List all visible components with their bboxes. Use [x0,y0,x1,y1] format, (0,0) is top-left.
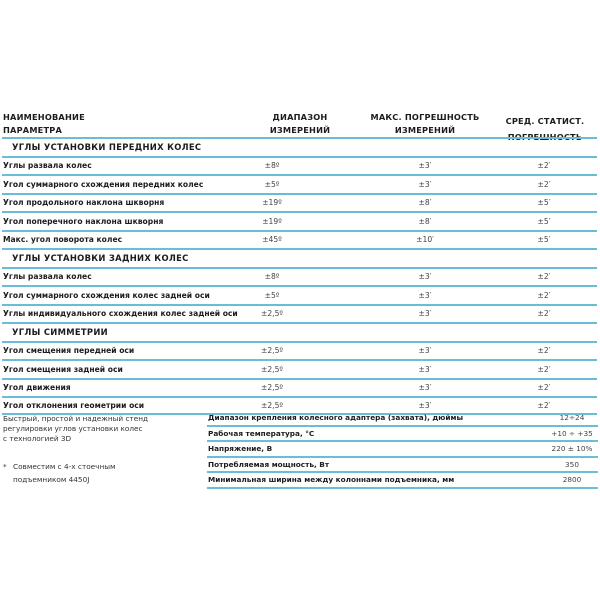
row-name: Угол поперечного наклона шкворня [3,216,164,226]
header-max-error [360,111,490,137]
row-avg-error: ±2′ [537,309,551,319]
row-name: Угол движения [3,383,71,393]
spec-value: 12÷24 [559,413,585,423]
section-title: УГЛЫ УСТАНОВКИ ПЕРЕДНИХ КОЛЕС [12,142,202,153]
spec-row [207,442,598,458]
note-line: подъемником 4450J [13,475,90,484]
section-header [2,137,597,156]
section-title: УГЛЫ УСТАНОВКИ ЗАДНИХ КОЛЕС [12,253,189,264]
note-marker: * [3,462,7,471]
table-row [2,267,597,286]
header-line: ПАРАМЕТРА [3,125,62,135]
product-description [3,414,188,443]
row-range: ±2,5º [260,364,284,374]
spec-row [207,411,598,427]
table-row [2,174,597,193]
row-avg-error: ±2′ [537,290,551,300]
row-max-error: ±8′ [418,198,432,208]
row-avg-error: ±5′ [537,216,551,226]
row-max-error: ±3′ [418,290,432,300]
row-range: ±8º [264,161,280,171]
row-range: ±2,5º [260,383,284,393]
description-line: с технологией 3D [3,433,72,443]
row-avg-error: ±2′ [537,179,551,189]
row-range: ±5º [264,290,280,300]
row-range: ±19º [262,216,282,226]
row-max-error: ±3′ [418,161,432,171]
spec-value: 220 ± 10% [551,444,593,454]
note-line: Совместим с 4-х стоечным [13,462,116,471]
parameters-table [2,137,597,415]
section-header [2,322,597,341]
row-max-error: ±10′ [416,235,434,245]
row-range: ±2,5º [260,400,284,410]
section-title: УГЛЫ СИММЕТРИИ [12,327,108,338]
header-range [250,111,350,137]
row-range: ±45º [262,235,282,245]
spec-name: Минимальная ширина между колоннами подъемника, мм [208,475,455,485]
header-line: ИЗМЕРЕНИЙ [269,125,331,135]
row-avg-error: ±2′ [537,346,551,356]
row-range: ±19º [262,198,282,208]
row-name: Угол отклонения геометрии оси [3,400,145,410]
row-avg-error: ±5′ [537,235,551,245]
row-avg-error: ±2′ [537,364,551,374]
row-name: Углы развала колес [3,272,92,282]
row-max-error: ±3′ [418,309,432,319]
row-avg-error: ±5′ [537,198,551,208]
row-range: ±2,5º [260,346,284,356]
row-avg-error: ±2′ [537,383,551,393]
row-max-error: ±8′ [418,216,432,226]
row-name: Углы индивидуального схождения колес задней оси [3,309,238,319]
row-max-error: ±3′ [418,272,432,282]
spec-value: 350 [565,459,579,469]
table-row [2,285,597,304]
row-max-error: ±3′ [418,364,432,374]
row-avg-error: ±2′ [537,400,551,410]
table-row [2,193,597,212]
row-max-error: ±3′ [418,400,432,410]
table-row [2,359,597,378]
specs-table [207,411,598,489]
table-row [2,156,597,175]
row-range: ±2,5º [260,309,284,319]
table-row [2,211,597,230]
table-row [2,230,597,249]
row-name: Угол продольного наклона шкворня [3,198,165,208]
row-max-error: ±3′ [418,383,432,393]
table-row [2,304,597,323]
header-line: ПОГРЕШНОСТЬ [507,132,583,142]
spec-value: 2800 [562,475,582,485]
header-line: ИЗМЕРЕНИЙ [394,125,456,135]
row-name: Угол смещения задней оси [3,364,123,374]
spec-name: Напряжение, В [208,444,273,454]
row-name: Углы развала колес [3,161,92,171]
description-line: регулировки углов установки колес [3,423,143,433]
row-avg-error: ±2′ [537,272,551,282]
spec-row [207,458,598,474]
spec-name: Рабочая температура, °С [208,428,315,438]
spec-row [207,427,598,443]
description-line: Быстрый, простой и надежный стенд [3,414,149,423]
table-row [2,341,597,360]
spec-value: +10 ÷ +35 [551,428,593,438]
table-row [2,378,597,397]
header-line: МАКС. ПОГРЕШНОСТЬ [370,112,480,122]
row-name: Угол смещения передней оси [3,346,135,356]
header-line: СРЕД. СТАТИСТ. [505,116,585,126]
row-name: Угол суммарного схождения передних колес [3,179,204,189]
row-name: Угол суммарного схождения колес задней оси [3,290,210,300]
row-range: ±8º [264,272,280,282]
row-avg-error: ±2′ [537,161,551,171]
row-max-error: ±3′ [418,346,432,356]
section-header [2,248,597,267]
spec-name: Потребляемая мощность, Вт [208,459,330,469]
spec-name: Диапазон крепления колесного адаптера (захвата), дюймы [208,413,464,423]
compatibility-note [3,460,188,486]
header-line: ДИАПАЗОН [272,112,328,122]
spec-row [207,473,598,489]
row-name: Макс. угол поворота колес [3,235,123,245]
header-parameter [3,111,85,137]
row-max-error: ±3′ [418,179,432,189]
row-range: ±5º [264,179,280,189]
header-line: НАИМЕНОВАНИЕ [3,112,85,122]
